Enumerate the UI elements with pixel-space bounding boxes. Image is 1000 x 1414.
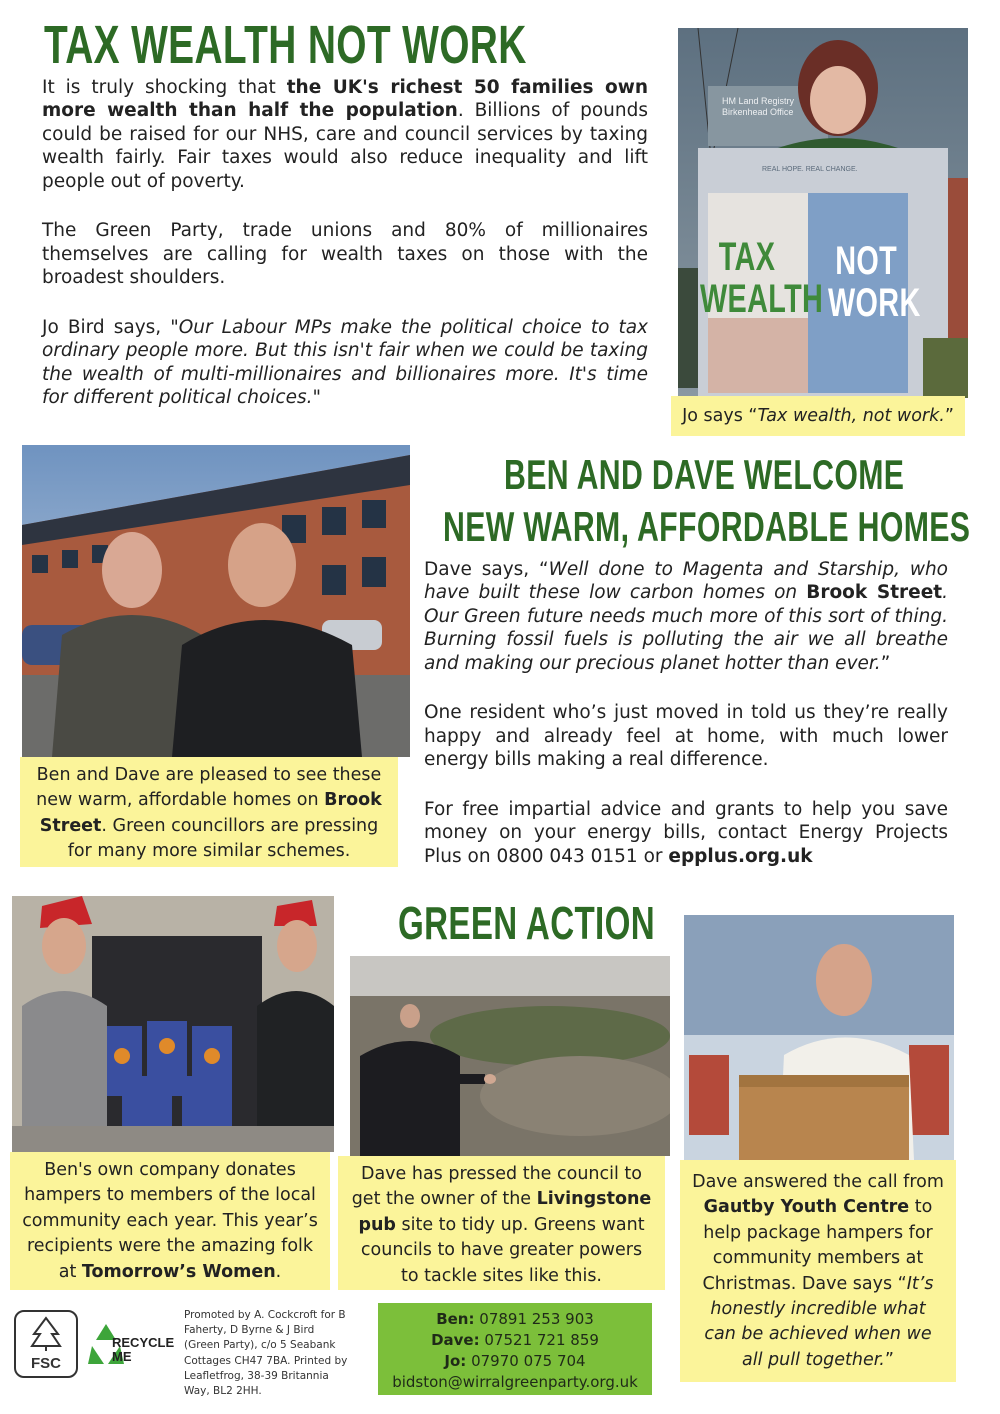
contact-row-ben: Ben: 07891 253 903 (436, 1310, 594, 1328)
photo-jo-placard (678, 28, 968, 398)
fsc-label: FSC (31, 1355, 61, 1372)
heading-line-2: NEW WARM, AFFORDABLE HOMES (443, 503, 971, 550)
phone-dave[interactable]: 07521 721 859 (484, 1331, 599, 1349)
section-heading-homes (443, 502, 970, 552)
sign-line-1: HM Land Registry (722, 96, 795, 106)
placard-word-work: WORK (828, 281, 921, 325)
caption-ben-dave: Ben and Dave are pleased to see these new warm, affordable homes on Brook Street. Green councillors are pressing for many more similar schemes. (20, 757, 398, 867)
section1-paragraph-1: It is truly shocking that the UK's richest 50 families own more wealth than half the population. Billions of pounds could be raised for our NHS, care and council services by taxing wealth fairly. Fair taxes would also reduce inequality and lift people out of poverty. (42, 77, 648, 192)
recycle-me-logo (86, 1316, 175, 1378)
caption-hampers: Ben's own company donates hampers to members of the local community each year. This year’s recipients were the amazing folk at Tomorrow’s Women. (10, 1152, 330, 1290)
contact-email[interactable]: bidston@wirralgreenparty.org.uk (392, 1373, 638, 1391)
placard-tax-wealth (700, 236, 823, 320)
section-heading-ben-dave (504, 450, 904, 500)
phone-ben[interactable]: 07891 253 903 (479, 1310, 594, 1328)
section2-paragraph-2: One resident who’s just moved in told us they’re really happy and already feel at home, with much lower energy bills making a real difference. (424, 702, 948, 771)
photo-hampers (12, 896, 334, 1152)
photo-sign-text (722, 96, 822, 118)
recycle-label-2: ME (112, 1348, 132, 1364)
section1-body (42, 76, 648, 436)
placard-word-tax: TAX (718, 235, 776, 279)
heading-line-1: BEN AND DAVE WELCOME (504, 451, 905, 498)
section-heading-green-action: GREEN ACTION (398, 897, 656, 949)
tree-icon (26, 1316, 66, 1352)
placard-not-work (828, 240, 921, 324)
fsc-logo (14, 1310, 78, 1378)
contact-box (378, 1303, 652, 1395)
caption-jo: Jo says “Tax wealth, not work.” (671, 396, 965, 436)
photo-livingstone-site (350, 956, 670, 1156)
contact-row-dave: Dave: 07521 721 859 (431, 1331, 599, 1349)
section1-paragraph-2: The Green Party, trade unions and 80% of millionaires themselves are calling for wealth taxes on those with the broadest shoulders. (42, 220, 648, 289)
phone-jo[interactable]: 07970 075 704 (471, 1352, 586, 1370)
caption-gautby: Dave answered the call from Gautby Youth Centre to help package hampers for community members at Christmas. Dave says “It’s honestly incredible what can be achieved when we all pull together.” (680, 1160, 956, 1382)
recycle-label-1: RECYCLE (112, 1335, 175, 1350)
placard-strap: REAL HOPE. REAL CHANGE. (762, 166, 858, 173)
caption-livingstone: Dave has pressed the council to get the owner of the Livingstone pub site to tidy up. Greens want councils to have greater powers to tackle sites like this. (338, 1156, 665, 1290)
photo-gautby-youth-centre (684, 915, 954, 1160)
contact-row-jo: Jo: 07970 075 704 (444, 1352, 586, 1370)
placard-word-not: NOT (835, 239, 898, 283)
section2-body (424, 558, 948, 894)
photo-ben-dave-homes (22, 445, 410, 757)
section2-quote: Dave says, “Well done to Magenta and Starship, who have built these low carbon homes on Brook Street. Our Green future needs much more of this sort of thing. Burning fossil fuels is polluting the air we all breathe and making our precious planet hotter than ever.” (424, 559, 949, 674)
epplus-link[interactable]: epplus.org.uk (668, 845, 813, 867)
imprint-text: Promoted by A. Cockcroft for B Faherty, D Byrne & J Bird (Green Party), c/o 5 Seabank Cottages CH47 7BA. Printed by Leafletfrog, 38-39 Britannia Way, BL2 2HH. (184, 1309, 348, 1398)
sign-line-2: Birkenhead Office (722, 106, 794, 117)
section2-paragraph-3: For free impartial advice and grants to help you save money on your energy bills, contact Energy Projects Plus on 0800 043 0151 or epplus.org.uk (424, 798, 948, 867)
placard-word-wealth: WEALTH (700, 277, 824, 321)
section-heading-tax-wealth: TAX WEALTH NOT WORK (44, 15, 527, 75)
section1-quote: Jo Bird says, "Our Labour MPs make the political choice to tax ordinary people more. But this isn't fair when we could be taxing the wealth of multi-millionaires and billionaires more. It's time for different political choices." (42, 316, 648, 409)
